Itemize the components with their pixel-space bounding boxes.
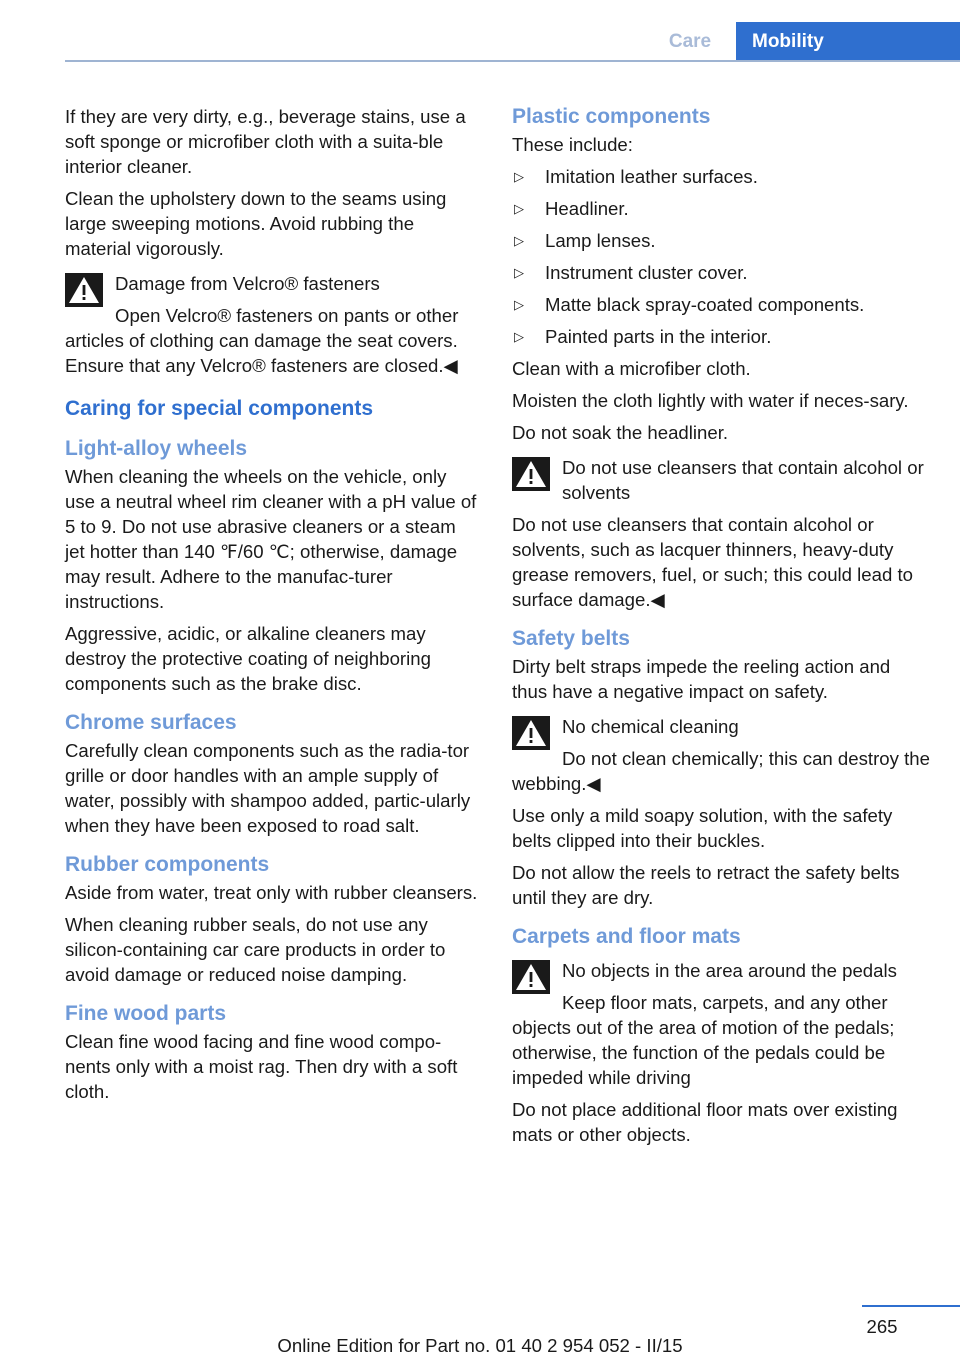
warning-body: Do not use cleansers that contain alcohol or solvents, such as lacquer thinners, heavy-duty grease removers, fuel, or such; this could lead to surface damage.◀: [512, 514, 914, 610]
list-item-text: Instrument cluster cover.: [545, 262, 748, 283]
warning-triangle-icon: [512, 716, 550, 750]
list-item-text: Lamp lenses.: [545, 230, 656, 251]
paragraph: Dirty belt straps impede the reeling action and thus have a negative impact on safety.: [512, 656, 891, 702]
paragraph: These include:: [512, 134, 633, 155]
bullet-triangle-icon: ▷: [514, 169, 524, 184]
list-item-text: Imitation leather surfaces.: [545, 166, 758, 187]
paragraph: Do not allow the reels to retract the safety belts until they are dry.: [512, 862, 900, 908]
bullet-triangle-icon: ▷: [514, 329, 524, 344]
page-number: 265: [866, 1316, 898, 1337]
warning-triangle-icon: [512, 960, 550, 994]
warning-triangle-icon: [65, 273, 103, 307]
right-column: [512, 104, 930, 1154]
list-item: [512, 164, 930, 189]
paragraph: Carefully clean components such as the radia-tor grille or door handles with an ample supply of water, possibly with shampoo added, partic-ularly when they have been exposed to road salt.: [65, 740, 471, 836]
paragraph: Do not place additional floor mats over existing mats or other objects.: [512, 1099, 898, 1145]
warning-title: Damage from Velcro® fasteners: [115, 273, 380, 294]
list-item: [512, 324, 930, 349]
paragraph: Use only a mild soapy solution, with the safety belts clipped into their buckles.: [512, 805, 893, 851]
warning-title: Do not use cleansers that contain alcohol or solvents: [562, 457, 924, 503]
warning-body: Do not clean chemically; this can destroy the webbing.◀: [512, 748, 930, 794]
left-column: [65, 104, 479, 1111]
plastic-list: [512, 164, 930, 349]
header-section-tab[interactable]: Care: [668, 31, 712, 52]
subsection-heading: Plastic components: [512, 105, 711, 128]
paragraph: When cleaning rubber seals, do not use any silicon-containing car care products in order to avoid damage or reduced noise damping.: [65, 914, 446, 985]
paragraph: Moisten the cloth lightly with water if neces-sary.: [512, 390, 909, 411]
warning-body: Keep floor mats, carpets, and any other objects out of the area of motion of the pedals; otherwise, the function of the pedals could be impeded while driving: [512, 992, 895, 1088]
bullet-triangle-icon: ▷: [514, 265, 524, 280]
edition-note: Online Edition for Part no. 01 40 2 954 052 - II/15: [277, 1335, 683, 1356]
header-rule: [65, 60, 960, 62]
paragraph: Aside from water, treat only with rubber cleansers.: [65, 882, 478, 903]
paragraph: Clean the upholstery down to the seams using large sweeping motions. Avoid rubbing the material vigorously.: [65, 188, 447, 259]
footer-rule: [862, 1305, 960, 1307]
list-item: [512, 228, 930, 253]
paragraph: Clean with a microfiber cloth.: [512, 358, 751, 379]
list-item: [512, 196, 930, 221]
page-header: [0, 0, 960, 62]
paragraph: If they are very dirty, e.g., beverage stains, use a soft sponge or microfiber cloth with a suita-ble interior cleaner.: [65, 106, 466, 177]
paragraph: When cleaning the wheels on the vehicle, only use a neutral wheel rim cleaner with a pH value of 5 to 9. Do not use abrasive cleaners or a steam jet hotter than 140 ℉/60 ℃; otherwise, damage may result. Adhere to the manufac-turer instructions.: [65, 466, 477, 612]
subsection-heading: Carpets and floor mats: [512, 925, 741, 948]
section-heading: Caring for special components: [65, 397, 374, 420]
warning-title: No objects in the area around the pedals: [562, 960, 897, 981]
list-item-text: Matte black spray-coated components.: [545, 294, 865, 315]
warning-title: No chemical cleaning: [562, 716, 739, 737]
paragraph: Clean fine wood facing and fine wood compo-nents only with a moist rag. Then dry with a soft cloth.: [65, 1031, 458, 1102]
list-item: [512, 292, 930, 317]
subsection-heading: Chrome surfaces: [65, 711, 237, 734]
bullet-triangle-icon: ▷: [514, 233, 524, 248]
paragraph: Do not soak the headliner.: [512, 422, 729, 443]
warning-velcro: [65, 271, 479, 378]
list-item: [512, 260, 930, 285]
paragraph: Aggressive, acidic, or alkaline cleaners may destroy the protective coating of neighboring components such as the brake disc.: [65, 623, 431, 694]
header-chapter-tab[interactable]: Mobility: [736, 22, 960, 62]
warning-cleansers: [512, 455, 930, 612]
subsection-heading: Safety belts: [512, 627, 630, 650]
subsection-heading: Fine wood parts: [65, 1002, 227, 1025]
warning-chemical: [512, 714, 930, 796]
subsection-heading: Light-alloy wheels: [65, 437, 248, 460]
warning-triangle-icon: [512, 457, 550, 491]
list-item-text: Painted parts in the interior.: [545, 326, 772, 347]
warning-pedals: [512, 958, 930, 1090]
bullet-triangle-icon: ▷: [514, 201, 524, 216]
list-item-text: Headliner.: [545, 198, 629, 219]
warning-body: Open Velcro® fasteners on pants or other articles of clothing can damage the seat covers. Ensure that any Velcro® fasteners are closed.◀: [65, 305, 459, 376]
bullet-triangle-icon: ▷: [514, 297, 524, 312]
subsection-heading: Rubber components: [65, 853, 270, 876]
